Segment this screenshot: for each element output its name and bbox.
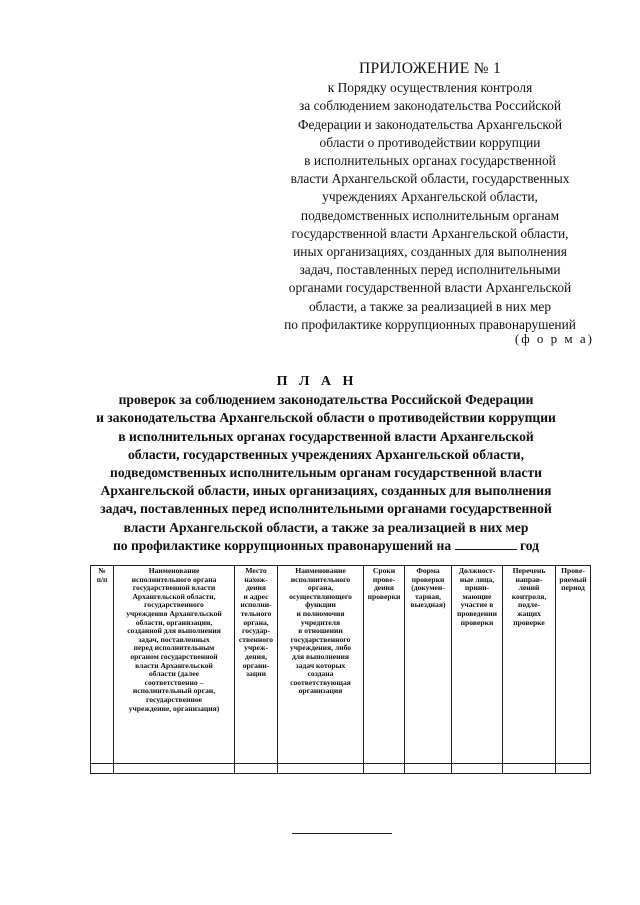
column-header-line: создана (307, 669, 334, 679)
column-header-line: задач которых (295, 660, 346, 670)
column-header-line: исполни- (240, 600, 272, 610)
column-header-line: органом государственной (130, 651, 218, 661)
column-header-line: государственного (144, 600, 204, 610)
column-header-line: исполнительного органа (131, 574, 217, 584)
column-header-line: Архангельской области, (132, 591, 216, 601)
column-header-dates (364, 566, 405, 764)
column-header-line: ряемый (559, 574, 587, 584)
column-header-line: выездная) (410, 600, 446, 610)
column-header-line: учреждения, либо (289, 643, 352, 653)
year-blank-field[interactable] (455, 537, 517, 550)
appendix-line: учреждениях Архангельской области, (322, 189, 538, 205)
table-cell[interactable] (114, 764, 235, 774)
column-header-line: перед исполнительным (133, 643, 215, 653)
column-header-line: контроля, (511, 591, 547, 601)
column-header-line: организация (298, 686, 343, 696)
column-header-line: и адрес (243, 591, 269, 601)
column-header-line: проведении (457, 608, 497, 618)
plan-heading (40, 373, 612, 555)
column-header-line: исполнительный орган, (132, 686, 216, 696)
column-header-line: задач, поставленных (138, 634, 210, 644)
column-header-number (91, 566, 114, 764)
column-header-line: исполнительного (290, 574, 351, 584)
column-header-line: Форма (416, 566, 440, 575)
column-header-line: участие в (460, 600, 494, 610)
form-note: (ф о р м а) (514, 331, 594, 346)
column-header-control-areas (503, 566, 556, 764)
column-header-line: Прове- (561, 566, 585, 575)
column-header-line: проверке (513, 617, 545, 627)
appendix-line: государственной власти Архангельской области, (291, 225, 569, 241)
column-header-line: функции (305, 600, 336, 610)
appendix-line: области о противодействии коррупции (319, 134, 541, 150)
plan-line: и законодательства Архангельской области о противодействии коррупции (96, 410, 556, 426)
column-header-line: зации (246, 669, 266, 679)
column-header-line: государ- (241, 626, 271, 636)
column-header-line: жащих (517, 608, 541, 618)
table-cell[interactable] (503, 764, 556, 774)
column-header-line: Должност- (458, 566, 496, 575)
table-cell[interactable] (405, 764, 452, 774)
plan-table (90, 565, 591, 774)
column-header-line: государственного (290, 634, 351, 644)
appendix-line: власти Архангельской области, государственных (290, 171, 570, 187)
column-header-line: области, организации, (135, 617, 213, 627)
column-header-line: проверки (460, 617, 494, 627)
column-header-line: № (98, 566, 106, 575)
plan-line: подведомственных исполнительным органам государственной власти (110, 465, 542, 481)
column-header-line: проверки (367, 591, 401, 601)
column-header-line: проверки (411, 574, 445, 584)
column-header-location (235, 566, 278, 764)
column-header-line: учреждения Архангельской (126, 608, 222, 618)
column-header-line: органа, (307, 583, 334, 593)
column-header-line: (докумен- (411, 583, 445, 593)
appendix-line: области, а также за реализацией в них мер (308, 298, 552, 314)
column-header-line: учредителя (300, 617, 341, 627)
plan-line: задач, поставленных перед исполнительными органами государственной (100, 501, 552, 517)
column-header-line: мающие (462, 591, 492, 601)
plan-last-line-prefix: по профилактике коррупционных правонарушений на (112, 537, 452, 553)
column-header-line: тарная, (414, 591, 442, 601)
column-header-line: государственной власти (132, 583, 216, 593)
table-cell[interactable] (364, 764, 405, 774)
column-header-line: нахож- (244, 574, 268, 584)
column-header-line: соответственно – (144, 677, 204, 687)
column-header-line: учреждение, организация) (128, 703, 220, 713)
plan-line: области, государственных учреждениях Архангельской области, (127, 446, 525, 462)
table-cell[interactable] (452, 764, 503, 774)
footer-divider (292, 833, 392, 834)
column-header-line: ственного (238, 634, 274, 644)
plan-last-line-suffix: год (519, 537, 540, 553)
plan-line: власти Архангельской области, а также за реализацией в них мер (123, 519, 529, 535)
column-header-line: органа, (243, 617, 269, 627)
column-header-line: дения, (245, 651, 267, 661)
column-header-line: Перечень (512, 566, 546, 575)
column-header-line: власти Архангельской (135, 660, 213, 670)
column-header-line: созданной для выполнения (127, 626, 221, 636)
column-header-line: период (561, 583, 585, 593)
column-header-line: направ- (515, 574, 543, 584)
plan-line: в исполнительных органах государственной власти Архангельской (118, 428, 534, 444)
plan-last-line (40, 537, 612, 555)
appendix-title: ПРИЛОЖЕНИЕ № 1 (358, 60, 502, 77)
column-header-line: области (далее (148, 669, 200, 679)
column-header-founder-body (278, 566, 364, 764)
column-header-line: дения (373, 583, 395, 593)
table-row (91, 764, 591, 774)
column-header-line: прове- (372, 574, 396, 584)
column-header-line: для выполнения (291, 651, 350, 661)
column-header-line: подле- (518, 600, 540, 610)
column-header-line: государственное (146, 694, 202, 704)
table-cell[interactable] (91, 764, 114, 774)
plan-line: Архангельской области, иных организациях, созданных для выполнения (100, 483, 552, 499)
table-cell[interactable] (278, 764, 364, 774)
appendix-header (255, 60, 605, 334)
column-header-period (556, 566, 591, 764)
appendix-line: по профилактике коррупционных правонарушений (284, 316, 576, 332)
appendix-line: Федерации и законодательства Архангельской (297, 116, 563, 132)
table-cell[interactable] (235, 764, 278, 774)
appendix-line: задач, поставленных перед исполнительными (299, 262, 561, 278)
column-header-line: в отношении (298, 626, 343, 636)
column-header-line: п/п (96, 574, 108, 584)
appendix-line: в исполнительных органах государственной (304, 153, 556, 169)
appendix-line: за соблюдением законодательства Российской (298, 98, 561, 114)
column-header-officials (452, 566, 503, 764)
column-header-line: ные лица, (459, 574, 495, 584)
appendix-line: органами государственной власти Архангельской (288, 280, 572, 296)
column-header-line: и полномочия (296, 608, 345, 618)
column-header-line: учреж- (244, 643, 268, 653)
column-header-organization (114, 566, 235, 764)
column-header-line: тельного (240, 608, 272, 618)
column-header-line: лений (518, 583, 540, 593)
column-header-line: Место (245, 566, 267, 575)
column-header-line: Наименование (295, 566, 346, 575)
column-header-line: дения (245, 583, 267, 593)
column-header-form (405, 566, 452, 764)
column-header-line: Сроки (372, 566, 396, 575)
appendix-line: подведомственных исполнительным органам (300, 207, 560, 223)
plan-title: П Л А Н (276, 374, 358, 389)
appendix-line: иных организациях, созданных для выполнения (293, 244, 567, 260)
plan-line: проверок за соблюдением законодательства Российской Федерации (118, 392, 534, 408)
appendix-line: к Порядку осуществления контроля (327, 80, 533, 96)
column-header-line: осуществляющего (289, 591, 352, 601)
table-header-row (91, 566, 591, 764)
table-cell[interactable] (556, 764, 591, 774)
column-header-line: органи- (242, 660, 270, 670)
column-header-line: Наименование (148, 566, 200, 575)
column-header-line: прини- (464, 583, 490, 593)
column-header-line: соответствующая (290, 677, 351, 687)
